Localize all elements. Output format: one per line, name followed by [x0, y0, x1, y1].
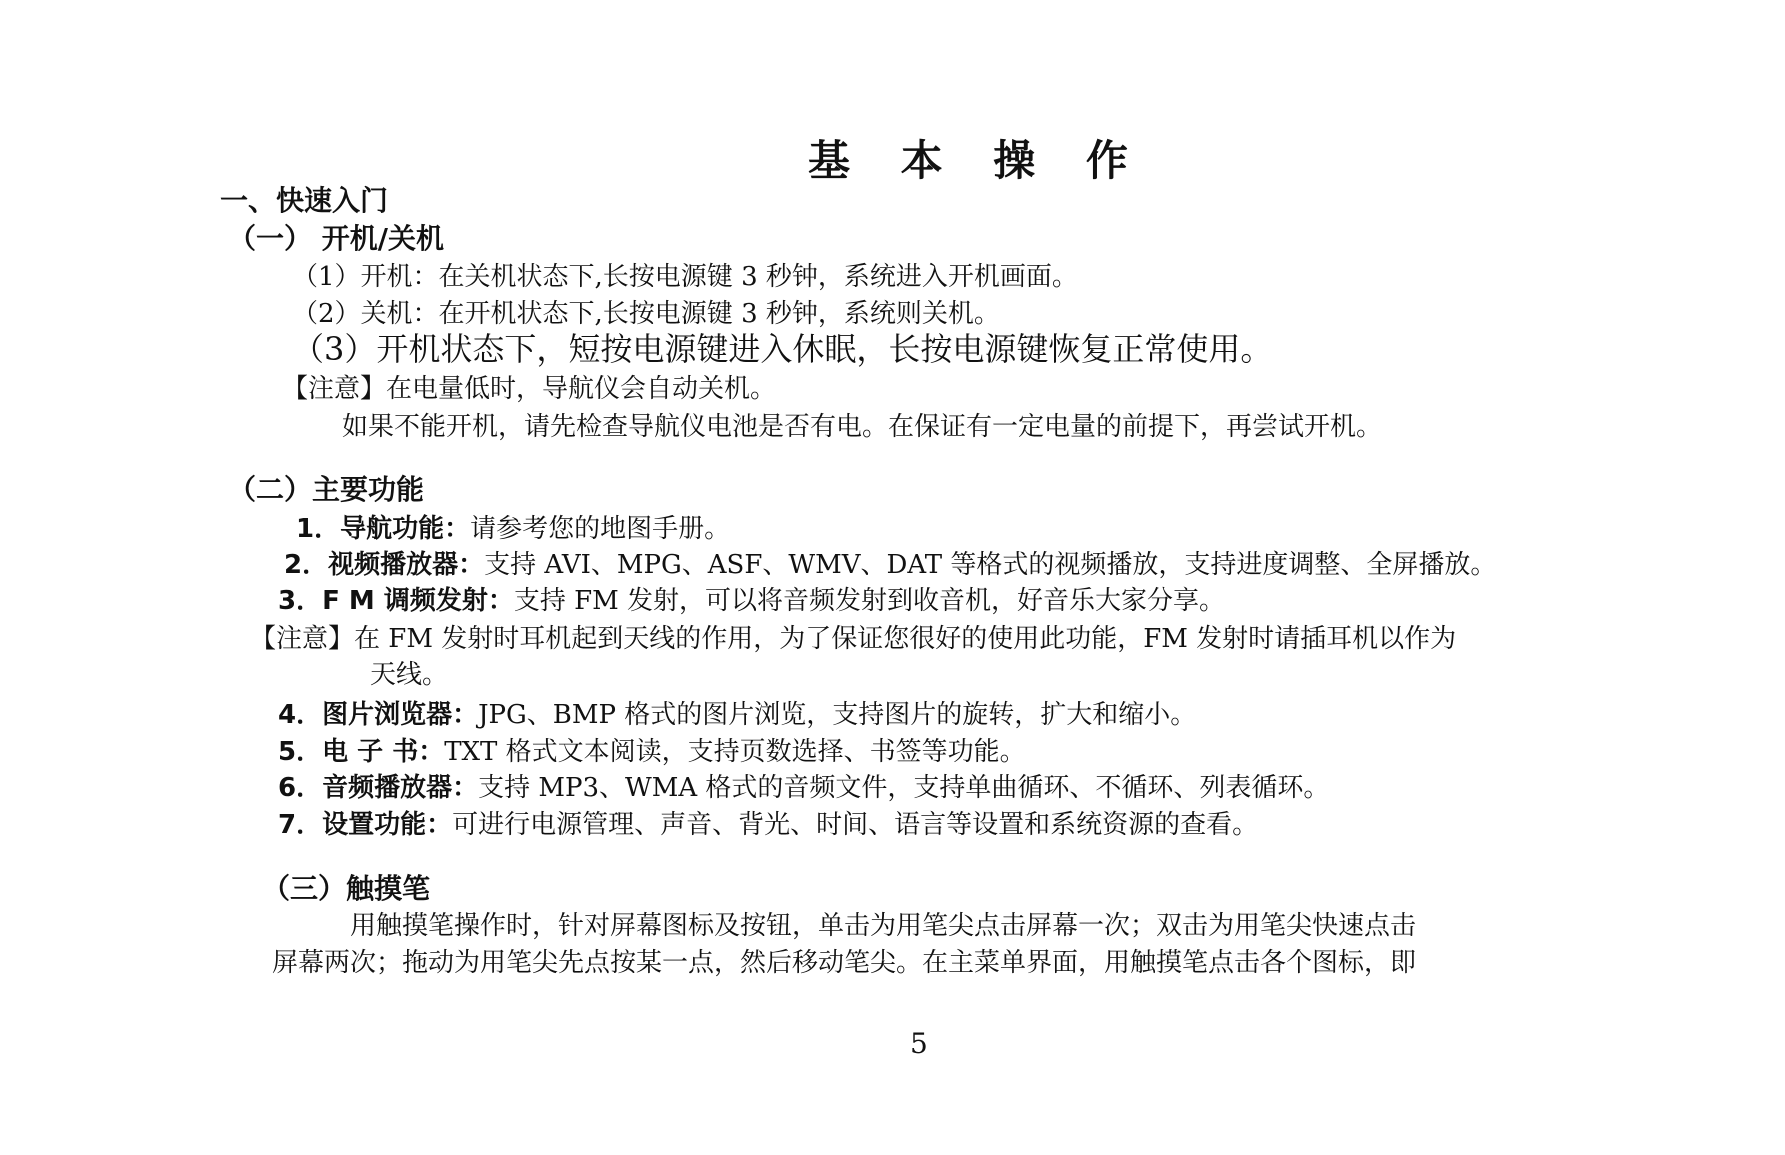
subsection-heading-power: （一） 开机/关机 [228, 222, 444, 255]
power-note-continued: 如果不能开机，请先检查导航仪电池是否有电。在保证有一定电量的前提下，再尝试开机。 [342, 412, 1383, 442]
feature-item [278, 739, 1026, 765]
feature-label: 4．图片浏览器： [278, 700, 479, 730]
feature-text: 请参考您的地图手册。 [470, 514, 731, 544]
note-text: 在 FM 发射时耳机起到天线的作用，为了保证您很好的使用此功能，FM 发射时请插耳机以作为 [354, 624, 1457, 654]
feature-item [296, 516, 730, 542]
power-off-item: （2）关机：在开机状态下,长按电源键 3 秒钟，系统则关机。 [292, 299, 1000, 329]
feature-text: 支持 MP3、WMA 格式的音频文件，支持单曲循环、不循环、列表循环。 [478, 773, 1330, 803]
section-heading-quick-start: 一、快速入门 [220, 184, 389, 217]
feature-text: 可进行电源管理、声音、背光、时间、语言等设置和系统资源的查看。 [452, 810, 1259, 840]
fm-note [250, 626, 1456, 652]
feature-label: 2．视频播放器： [284, 550, 485, 580]
power-note [282, 376, 776, 402]
feature-label: 7．设置功能： [278, 810, 453, 840]
feature-item [284, 552, 1496, 578]
subsection-heading-stylus: （三）触摸笔 [262, 872, 431, 905]
sleep-item: （3）开机状态下，短按电源键进入休眠，长按电源键恢复正常使用。 [292, 330, 1273, 368]
stylus-paragraph-line: 屏幕两次；拖动为用笔尖先点按某一点，然后移动笔尖。在主菜单界面，用触摸笔点击各个图标，即 [272, 948, 1417, 978]
feature-item [278, 702, 1196, 728]
feature-label: 3．F M 调频发射： [278, 586, 514, 616]
stylus-paragraph-line: 用触摸笔操作时，针对屏幕图标及按钮，单击为用笔尖点击屏幕一次；双击为用笔尖快速点击 [350, 911, 1417, 941]
feature-label: 5．电 子 书： [278, 737, 445, 767]
feature-item [278, 775, 1329, 801]
feature-text: 支持 FM 发射，可以将音频发射到收音机，好音乐大家分享。 [513, 586, 1226, 616]
feature-text: 支持 AVI、MPG、ASF、WMV、DAT 等格式的视频播放，支持进度调整、全屏播放。 [484, 550, 1497, 580]
feature-item [278, 812, 1258, 838]
note-label: 【注意】 [282, 374, 387, 404]
feature-text: TXT 格式文本阅读，支持页数选择、书签等功能。 [444, 737, 1026, 767]
note-text: 在电量低时，导航仪会自动关机。 [386, 374, 777, 404]
fm-note-continued: 天线。 [370, 660, 449, 690]
note-label: 【注意】 [250, 624, 355, 654]
feature-label: 6．音频播放器： [278, 773, 479, 803]
page-title: 基 本 操 作 [808, 136, 1146, 185]
feature-item [278, 588, 1225, 614]
page-number: 5 [910, 1027, 928, 1060]
subsection-heading-features: （二）主要功能 [228, 473, 425, 506]
power-on-item: （1）开机：在关机状态下,长按电源键 3 秒钟，系统进入开机画面。 [292, 262, 1078, 292]
feature-label: 1．导航功能： [296, 514, 471, 544]
feature-text: JPG、BMP 格式的图片浏览，支持图片的旋转，扩大和缩小。 [478, 700, 1197, 730]
